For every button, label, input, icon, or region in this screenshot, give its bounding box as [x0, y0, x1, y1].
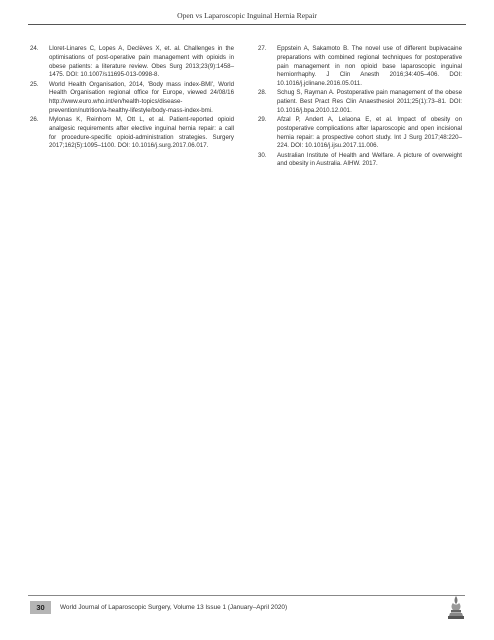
reference-text: Australian Institute of Health and Welfare. A picture of overweight and obesity in Australia. AIHW. 2017.	[277, 151, 462, 168]
reference-27	[258, 45, 462, 89]
reference-30	[258, 152, 462, 170]
reference-number: 24.	[30, 45, 39, 52]
reference-text: Mylonas K, Reinhorn M, Ott L, et al. Patient-reported opioid analgesic requirements after elective inguinal hernia repair: a call for procedure-specific opioid-administration strategies. Surgery 2017;162(5):1095–1100. DOI: 10.1016/j.surg.2017.06.017.	[49, 116, 234, 150]
reference-number: 25.	[30, 80, 39, 88]
journal-citation: World Journal of Laparoscopic Surgery, Volume 13 Issue 1 (January–April 2020)	[60, 604, 288, 611]
reference-number: 29.	[258, 116, 267, 123]
page-number: 30	[30, 601, 51, 614]
reference-number: 27.	[258, 45, 267, 52]
header-rule	[28, 24, 466, 25]
reference-text: Eppstein A, Sakamoto B. The novel use of different bupivacaine preparations with combined regional techniques for postoperative pain management in non opioid base laparoscopic inguinal herniorrhaphy. J Clin Anesth 2016;34:405–406. DOI: 10.1016/j.jclinane.2016.05.011.	[277, 45, 462, 87]
reference-text: Afzal P, Andert A, Lelaona E, et al. Impact of obesity on postoperative complications after laparoscopic and open incisional hernia repair: a prospective cohort study. Int J Surg 2017;48:220–224. DOI: 10.1016/j.ijsu.2017.11.006.	[277, 116, 462, 150]
references-right-column	[258, 45, 462, 170]
reference-25	[30, 81, 234, 116]
footer-rule	[28, 595, 465, 596]
reference-24	[30, 45, 234, 80]
reference-text: World Health Organisation, 2014, 'Body mass index-BMI', World Health Organisation regional office for Europe, viewed 24/08/16 http://www.euro.who.int/en/health-topics/disease-prevention/nutrition/a-healthy-lifestyle/body-mass-index-bmi.	[49, 80, 234, 114]
reference-number: 30.	[258, 151, 267, 159]
references-left-column	[30, 45, 234, 152]
reference-29	[258, 116, 462, 151]
reference-text: Schug S, Rayman A. Postoperative pain management of the obese patient. Best Pract Res Clin Anaesthesiol 2011;25(1):73–81. DOI: 10.1016/j.bpa.2010.12.001.	[277, 89, 462, 114]
reference-text: Lloret-Linares C, Lopes A, Declèves X, et. al. Challenges in the optimisations of post-operative pain management with opioids in obese patients: a literature review. Obes Surg 2013;23(9):1458–1475. DOI: 10.1007/s11695-013-0998-8.	[49, 45, 234, 79]
reference-28	[258, 89, 462, 115]
running-head: Open vs Laparoscopic Inguinal Hernia Repair	[177, 11, 317, 20]
reference-number: 28.	[258, 89, 267, 97]
reference-number: 26.	[30, 116, 39, 123]
reference-26	[30, 116, 234, 151]
publisher-logo-icon	[445, 594, 467, 620]
